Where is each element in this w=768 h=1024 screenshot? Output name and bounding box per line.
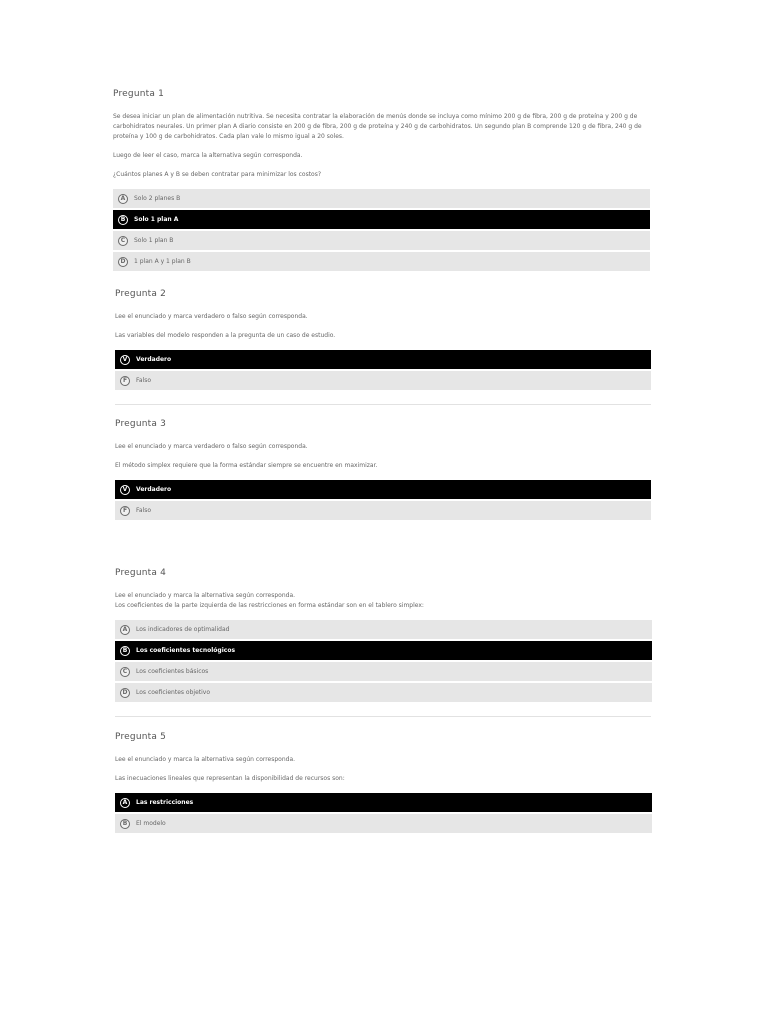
option-label: Los indicadores de optimalidad bbox=[136, 626, 230, 633]
instruction-text: Lee el enunciado y marca la alternativa según corresponda. bbox=[115, 756, 296, 763]
option-label: Las restricciones bbox=[136, 799, 194, 806]
option-key-bubble: A bbox=[120, 798, 130, 808]
case-description: Se desea iniciar un plan de alimentación nutritiva. Se necesita contratar la elaboración de menús donde se incluya como mínimo 200 g de fibra, 200 g de proteína y 200 g de carbohidratos neurales. Un primer plan A diario consiste en 200 g de fibra, 200 g de proteína y 240 g de carbohidratos. Un segundo plan B comprende 120 g de fibra, 240 g de proteína y 100 g de carbohidratos. Cada plan vale lo mismo igual a 20 soles. bbox=[113, 113, 642, 140]
question-prompt: ¿Cuántos planes A y B se deben contratar para minimizar los costos? bbox=[113, 171, 322, 178]
question-title: Pregunta 1 bbox=[113, 89, 165, 99]
option-c[interactable] bbox=[113, 231, 650, 250]
option-key-bubble: B bbox=[120, 819, 130, 829]
option-key-bubble: V bbox=[120, 485, 130, 495]
question-prompt: El método simplex requiere que la forma estándar siempre se encuentre en maximizar. bbox=[115, 462, 378, 469]
option-label: Falso bbox=[136, 377, 152, 384]
option-label: Los coeficientes objetivo bbox=[136, 689, 210, 696]
option-b[interactable] bbox=[115, 814, 652, 833]
option-c[interactable] bbox=[115, 662, 652, 681]
option-key-bubble: A bbox=[118, 194, 128, 204]
option-key-bubble: F bbox=[120, 376, 130, 386]
option-key-bubble: C bbox=[120, 667, 130, 677]
question-title: Pregunta 4 bbox=[115, 568, 167, 578]
option-label: Falso bbox=[136, 507, 152, 514]
option-label: Verdadero bbox=[136, 356, 172, 363]
option-false[interactable] bbox=[115, 501, 651, 520]
option-key-bubble: D bbox=[120, 688, 130, 698]
option-true[interactable] bbox=[115, 480, 651, 499]
option-a[interactable] bbox=[115, 793, 652, 812]
question-divider bbox=[115, 404, 651, 405]
option-key-bubble: F bbox=[120, 506, 130, 516]
option-d[interactable] bbox=[115, 683, 652, 702]
option-true[interactable] bbox=[115, 350, 651, 369]
question-2 bbox=[115, 289, 651, 392]
option-key-bubble: B bbox=[118, 215, 128, 225]
option-label: El modelo bbox=[136, 820, 166, 827]
question-divider bbox=[115, 716, 651, 717]
option-label: 1 plan A y 1 plan B bbox=[134, 258, 191, 265]
instruction-text: Lee el enunciado y marca verdadero o falso según corresponda. bbox=[115, 443, 308, 450]
option-b[interactable] bbox=[115, 641, 652, 660]
question-3 bbox=[115, 419, 651, 522]
question-prompt: Los coeficientes de la parte izquierda de las restricciones en forma estándar son en el tablero simplex: bbox=[115, 602, 424, 609]
option-b[interactable] bbox=[113, 210, 650, 229]
option-label: Verdadero bbox=[136, 486, 172, 493]
option-key-bubble: D bbox=[118, 257, 128, 267]
option-label: Solo 2 planes B bbox=[134, 195, 181, 202]
option-label: Solo 1 plan A bbox=[134, 216, 179, 223]
option-d[interactable] bbox=[113, 252, 650, 271]
option-a[interactable] bbox=[113, 189, 650, 208]
question-1 bbox=[113, 89, 650, 273]
question-5 bbox=[115, 732, 652, 835]
option-label: Los coeficientes básicos bbox=[136, 668, 209, 675]
option-a[interactable] bbox=[115, 620, 652, 639]
option-label: Los coeficientes tecnológicos bbox=[136, 647, 236, 654]
option-key-bubble: V bbox=[120, 355, 130, 365]
option-key-bubble: A bbox=[120, 625, 130, 635]
question-title: Pregunta 5 bbox=[115, 732, 167, 742]
question-prompt: Las variables del modelo responden a la pregunta de un caso de estudio. bbox=[115, 332, 336, 339]
instruction-text: Lee el enunciado y marca la alternativa según corresponda. bbox=[115, 592, 296, 599]
question-title: Pregunta 2 bbox=[115, 289, 167, 299]
option-false[interactable] bbox=[115, 371, 651, 390]
option-key-bubble: B bbox=[120, 646, 130, 656]
question-4 bbox=[115, 568, 652, 704]
option-key-bubble: C bbox=[118, 236, 128, 246]
question-prompt: Las inecuaciones lineales que representan la disponibilidad de recursos son: bbox=[115, 775, 345, 782]
instruction-text: Luego de leer el caso, marca la alternativa según corresponda. bbox=[113, 152, 303, 159]
instruction-text: Lee el enunciado y marca verdadero o falso según corresponda. bbox=[115, 313, 308, 320]
question-title: Pregunta 3 bbox=[115, 419, 167, 429]
option-label: Solo 1 plan B bbox=[134, 237, 174, 244]
